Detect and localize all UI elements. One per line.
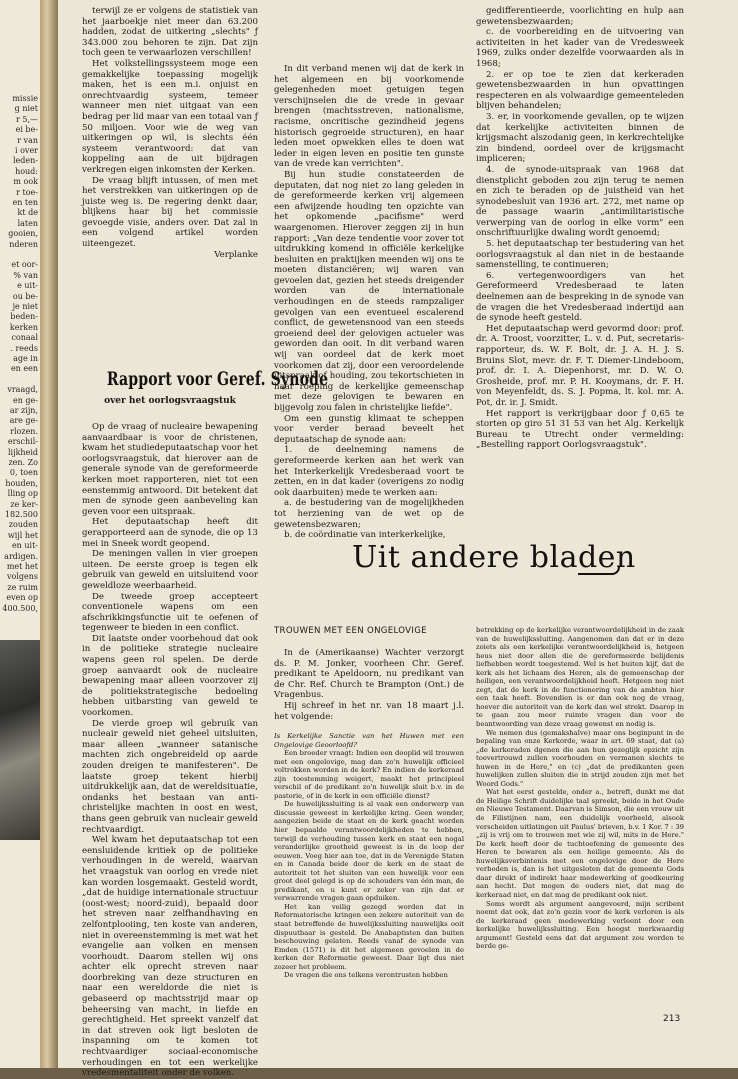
author-signature: Verplanke	[214, 249, 258, 260]
strip-text-fragment: en een	[10, 364, 38, 374]
paragraph: b. de coördinatie van interkerkelijke,	[284, 530, 446, 541]
strip-text-fragment: en uit-	[11, 541, 38, 551]
section-subtitle-rapport: over het oorlogsvraagstuk	[104, 396, 236, 406]
strip-text-fragment: rlozen.	[10, 426, 38, 436]
paragraph: 3. er, in voorkomende gevallen, op te wijzen dat kerkelijke activiteiten binnen de krijgsmacht alszodanig geen, in kerkrechtelijke zin bindend, oordeel over de krijgsmacht impliceren;	[476, 111, 684, 165]
strip-text-fragment: je niet	[12, 302, 38, 311]
strip-text-fragment: houd:	[15, 166, 38, 176]
strip-text-fragment: laten	[17, 218, 38, 228]
strip-text-fragment: m ook	[13, 177, 38, 187]
strip-text-fragment: wijl het	[7, 530, 38, 540]
strip-text-fragment: houden,	[5, 478, 38, 488]
strip-text-fragment: met het	[6, 562, 38, 571]
strip-text-fragment: . reeds	[10, 343, 38, 353]
paragraph: c. de voorbereiding en de uitvoering van activiteiten in het kader van de Vredesweek 1969, zulks onder dezelfde voorwaarden als in 1968;	[476, 27, 684, 69]
strip-text-fragment: missie	[12, 94, 38, 103]
photo-fragment	[0, 640, 40, 840]
strip-text-fragment: kerken	[9, 322, 38, 332]
paragraph: 4. de synode-uitspraak van 1968 dat dienstplicht geboden zou zijn terug te nemen en zich te beraden op de juistheid van het synodebesluit van 1936 art. 272, met name op de passage waarin „antimilitaristische verwerping van de oorlog in elke vorm" een onschriftuurlijke dwaling wordt genoemd;	[476, 164, 684, 239]
paragraph: De huwelijkssluiting is al vaak een onderwerp van discussie geweest in kerkelijke kring. Geen wonder, aangezien beide de staat en de kerk geacht worden hier bepaalde verantwoordelijkheden te hebben, terwijl de verhouding tussen kerk en staat een nogal veranderlijke grootheid geweest is in de loop der eeuwen. Voeg hier aan toe, dat in de Verenigde Staten en in Canada beide door de kerk en de staat de autoriteit tot het sluiten van een huwelijk voor een groot deel gelegd is op de schouders van één man, de predikant, en u kunt er zeker van zijn dat er verwarrende vragen gaan opduiken.	[274, 800, 464, 903]
paragraph: 6. vertegenwoordigers van het Gereformeerd Vredesberaad te laten deelnemen aan de bespreking in de synode van de vragen die het Vredesberaad indertijd aan de synode heeft gesteld.	[476, 270, 684, 324]
paragraph: We nemen dus (gemakshalve) maar ons beginpunt in de bepaling van onze Kerkorde, waar in art. 69 staat, dat (a) „de kerkeraden dgenen die aan hun gezeglijk opzicht zijn toevertrouwd zullen voorhouden en vermanen slechts te huwen in de Here," en (c) „dat de predikanten geen huwelijken zullen sluiten die in strijd zouden zijn met het Woord Gods."	[476, 728, 684, 788]
paragraph: Het rapport is verkrijgbaar door ƒ 0,65 te storten op giro 51 31 53 van het Alg. Kerkelijk Bureau te Utrecht onder vermelding: „Bestelling rapport Oorlogsvraagstuk".	[476, 408, 684, 451]
strip-text-fragment: even op	[6, 593, 38, 603]
strip-text-fragment: ou be-	[12, 291, 38, 301]
paragraph: Bij hun studie constateerden de deputaten, dat nog niet zo lang geleden in de gereformeerde kerken vrij algemeen een afwijzende houding ten opzichte van het opkomende „pacifisme" werd waargenomen. Hierover zeggen zij in hun rapport: „Van deze tendentie voor zover tot uitdrukking komend in officiële kerkelijke besluiten en praktijken meenden wij ons te moeten distanciëren; wij waren van gevoelen dat, gezien het steeds dreigender worden van de internationale verhoudingen en de steeds rampzaliger gevolgen van een eventueel escalerend conflict, de gewetensnood van een steeds groeiend deel der gelovigen actueler was geworden dan ooit. In dit verband waren wij van oordeel dat de kerk moet voorkomen dat zij, door een veroordelende uitspraak of houding, zou tekortschieten in haar roeping de kerkelijke gemeenschap met deze gelovigen te bewaren en bijgevolg zou falen in christelijke liefde".	[274, 169, 464, 413]
strip-text-fragment: are ge-	[9, 416, 38, 426]
paragraph: Het kan veilig gezegd worden dat in Reformatorische kringen een zekere autoriteit van de staat betreffende de huwelijkssluiting nauwelijks ooit dispuutbaar is gesteld. De Anabaptisten dan buiten beschouwing gelaten. Reeds vanaf de synode van Emden (1571) is dit het algemeen gevoelen in de kerken der Reformatie geweest. Daar ligt dus niet zozeer het probleem.	[274, 902, 464, 971]
strip-text-fragment: erschil-	[7, 437, 38, 447]
rapport-body	[82, 422, 258, 1079]
paragraph: De tweede groep accepteert conventionele wapens om een afschrikkingsfunctie uit te oefenen of tegenweer te bieden in een conflict.	[82, 591, 258, 634]
section-title-uit-andere-bladen: Uit andere bladen	[352, 540, 636, 575]
article-intro	[274, 648, 464, 722]
strip-text-fragment: ar zijn,	[9, 406, 38, 415]
strip-text-fragment: volgens	[6, 572, 38, 582]
strip-text-fragment: 0, toen	[9, 468, 38, 478]
paragraph: Wat het eerst gestelde, onder a., betreft, dunkt me dat de Heilige Schrift duidelijke taal spreekt, beide in het Oude en Nieuwe Testament. Daarvan is Simson, die een vrouw uit de Filistijnen nam, een duidelijk voorbeeld, alsook verscheiden uitlatingen uit Paulus' brieven, b.v. 1 Kor. 7 : 39 „zij is vrij om te trouwen met wie zij wil, mits in de Here." De kerk heeft door de tuchtoefening de gemeente des Heren te bewaren als een heilige gemeente. Als de huwelijksverbintenis met een ongelovige door de Here verboden is, dan is het uitgesloten dat de gemeente Gods daar direkt of indirekt haar medewerking of goedkeuring aan hecht. Dat mogen de ouders niet, dat mag de kerkeraad niet, en dat mag de predikant ook niet.	[476, 788, 684, 899]
question-title: Is Kerkelijke Sanctie van het Huwen met een Ongelovige Geoorloofd?	[274, 732, 464, 749]
strip-text-fragment: kt de	[17, 208, 38, 218]
adjacent-page-strip	[0, 0, 40, 1068]
strip-text-fragment: beden-	[10, 312, 38, 322]
paragraph: De vierde groep wil gebruik van nucleair geweld niet geheel uitsluiten, maar alleen „wanneer satanische machten zich ongebreideld op aarde zouden dreigen te manifesteren". De laatste groep tekent hierbij uitdrukkelijk aan, dat de wereldsituatie, ondanks het bestaan van anti-christelijke machten in oost en west, thans geen gebruik van nucleair geweld rechtvaardigt.	[82, 718, 258, 835]
strip-text-fragment: conaal	[11, 333, 38, 343]
paragraph: Op de vraag of nucleaire bewapening aanvaardbaar is voor de christenen, kwam het studiedeputaatschap voor het oorlogsvraagstuk, dat hierover aan de generale synode van de gereformeerde kerken moet rapporteren, niet tot een eenstemmig antwoord. Dit betekent dat men de synode geen aanbeveling kan geven voor een uitspraak.	[82, 422, 258, 517]
strip-text-fragment: gooien,	[8, 229, 38, 239]
title-swash-ornament	[578, 567, 620, 575]
strip-text-fragment: zouden	[8, 520, 38, 530]
strip-text-fragment: en ten	[12, 198, 38, 207]
paragraph: Hij schreef in het nr. van 18 maart j.l. het volgende:	[274, 700, 464, 722]
paragraph: gedifferentieerde, voorlichting en hulp aan gewetensbezwaarden;	[476, 6, 684, 27]
section-title-rapport: Rapport voor Geref. Synode	[106, 368, 329, 390]
paragraph: Het volkstellingssysteem moge een gemakkelijke toepassing mogelijk maken, het is een m.i. onjuist en onrechtvaardig systeem, temeer wanneer men niet uitgaat van een bedrag per lid maar van een totaal van ƒ 50 miljoen. Voor wie de weg van uitkeringen op wil, is slechts één systeem verantwoord: dat van koppeling aan de uit bijdragen verkregen eigen inkomsten der Kerken.	[82, 58, 258, 175]
strip-text-fragment: g niet	[14, 104, 38, 114]
strip-text-fragment: en ge-	[13, 395, 38, 405]
strip-text-fragment: nderen	[9, 239, 38, 249]
paragraph: terwijl ze er volgens de statistiek van het jaarboekje niet meer dan 63.200 hadden, zodat de uitkering „slechts" ƒ 343.000 zou behoren te zijn. Dat zijn toch geen te verwaarlozen verschillen!	[82, 6, 258, 59]
strip-text-fragment: vraagd,	[7, 385, 38, 395]
strip-text-fragment: 400.500,	[2, 603, 38, 613]
paragraph: In dit verband menen wij dat de kerk in het algemeen en bij voorkomende gelegenheden moet getuigen tegen verschijnselen die de vrede in gevaar brengen (machtsstreven, nationalisme, racisme, oncritische gezindheid jegens historisch gegroeide structuren), en haar leden moet opwekken elles te doen wat leder in eigen leven en positie ten gunste van de vrede kan verrichten".	[274, 64, 464, 170]
article-subtitle: TROUWEN MET EEN ONGELOVIGE	[274, 626, 427, 636]
column-1-top	[82, 6, 258, 260]
paragraph: 2. er op toe te zien dat kerkeraden gewetensbezwaarden in hun opvattingen respecteren en als volwaardige gemeenteleden blijven behandelen;	[476, 69, 684, 112]
paragraph: a. de bestudering van de mogelijkheden tot herziening van de wet op de gewetensbezwaren;	[274, 498, 464, 530]
paragraph: Soms wordt als argument aangevoerd, mijn scribent noemt dat ook, dat zo'n gezin voor de kerk verloren is als de kerkeraad geen medewerking verleent door een kerkelijke huwelijkssluiting. Een hoogst merkwaardig argument! Gesteld eens dat dat argument zou worden te berde ge-	[476, 899, 684, 951]
paragraph: betrekking op de kerkelijke verantwoordelijkheid in de zaak van de huwelijkssluiting. Aangenomen dan dat er in deze zoiets als een kerkelijke verantwoordelijkheid is, hetgeen heus niet door allen die de gereformeerde belijdenis liefhebben wordt toegestemd. Wel is het buiten kijf, dat de kerk als het lichaam des Heren, als de gemeenschap der heiligen, een verantwoordelijkheid heeft. Hetgeen nog niet zegt, dat de kerk in de functionering van de ambten hier een taak heeft. Bovendien is er dan ook nog de vraag, hoever die autoriteit van de kerk dan wel strekt. Daarop in te gaan zou meer ruimte vragen dan voor de beantwoording van deze vraag gewenst en nodig is.	[476, 626, 684, 729]
column-3-top	[476, 6, 684, 451]
strip-text-fragment: ze ker-	[10, 499, 38, 509]
article-body-col3	[476, 626, 684, 951]
paragraph: Om een gunstig klimaat te scheppen voor verder beraad beveelt het deputaatschap de synode aan:	[274, 413, 464, 445]
strip-text-fragment: 182.500	[4, 510, 38, 519]
article-body-col2	[274, 732, 464, 980]
page-number: 213	[663, 1014, 681, 1024]
strip-text-fragment: ei be-	[15, 125, 38, 135]
paragraph: 5. het deputaatschap ter bestudering van het oorlogsvraagstuk al dan niet in de bestaande samenstelling, te continueren;	[476, 239, 684, 271]
strip-text-fragment: zen. Zo	[8, 458, 38, 467]
strip-text-fragment: lijkheid	[7, 447, 38, 457]
paragraph: Dit laatste onder voorbehoud dat ook in de politieke strategie nucleaire wapens geen rol spelen. De derde groep aanvaardt ook de nucleaire bewapening maar alleen voorzover zij de politiekstrategische bedoeling hebben uitbarsting van geweld te voorkomen.	[82, 633, 258, 719]
page-gutter	[40, 0, 58, 1068]
paragraph: In de (Amerikaanse) Wachter verzorgt ds. P. M. Jonker, voorheen Chr. Geref. predikant te Apeldoorn, nu predikant van de Chr. Ref. Church te Brampton (Ont.) de Vragenbus.	[274, 648, 464, 701]
paragraph: Een broeder vraagt: Indien een dooplid wil trouwen met een ongelovige, mag dan zo'n huwelijk officieel voltrokken worden in de kerk? En indien de kerkeraad zijn toestemming weigert, maakt het principieel verschil of de predikant zo'n huwelijk sluit b.v. in de pastorie, of in de kerk in een officiële dienst?	[274, 749, 464, 800]
paragraph: De meningen vallen in vier groepen uiteen. De eerste groep is tegen elk gebruik van geweld en uitsluitend voor geweldloze weerbaarheid.	[82, 549, 258, 591]
strip-text-fragment: leden-	[12, 156, 38, 166]
strip-text-fragment: age in	[13, 354, 38, 363]
paragraph: Het deputaatschap werd gevormd door: prof. dr. A. Troost, voorzitter, L. v. d. Put, secretaris-rapporteur, ds. W. F. Bolt, dr. J. A. H. J. S. Bruins Slot, mevr. dr. F. T. Diemer-Lindeboom, prof. dr. I. A. Diepenhorst, mr. D. W. O. Grosheide, prof. mr. P. H. Kooymans, dr. F. H. von Meyenfeldt, ds. S. J. Popma, lt. kol. mr. A. Pot, dr. ir. J. Smidt.	[476, 323, 684, 408]
strip-text-fragment: i over	[15, 146, 38, 155]
paragraph: Het deputaatschap heeft dit gerapporteerd aan de synode, die op 13 mei in Sneek wordt geopend.	[82, 517, 258, 549]
strip-text-fragment: r van	[17, 135, 38, 145]
paragraph: 1. de deelneming namens de gereformeerde kerken aan het werk van het Interkerkelijk Vredesberaad voort te zetten, en in dat kader (overigens zo nodig ook daarbuiten) mede te werken aan:	[274, 445, 464, 498]
strip-text-fragment: r 5,—	[16, 114, 38, 124]
paragraph: De vragen die ons telkens verontrusten hebben	[284, 971, 448, 980]
strip-text-fragment: ze ruim	[7, 582, 38, 592]
strip-text-fragment: ardigen.	[4, 551, 38, 561]
strip-text-fragment: r toe-	[16, 187, 38, 197]
strip-text-fragment: % van	[13, 270, 38, 280]
strip-text-fragment: et oor-	[11, 260, 38, 270]
column-2-top	[274, 64, 464, 541]
strip-text-fragment: e uit-	[17, 281, 38, 291]
paragraph: Wel kwam het deputaatschap tot een eensluidende kritiek op de politieke verhoudingen in de wereld, waarvan het vraagstuk van oorlog en vrede niet kan worden losgemaakt. Gesteld wordt, „dat de huidige internationale structuur (oost-west; noord-zuid), bepaald door het streven naar zelfhandhaving en zelfontplooiing, ten koste van anderen, niet in overeenstemming is met wat het evangelie aan volken en mensen voorhoudt. Daarom stellen wij ons achter elk oprecht streven naar doorbreking van deze structuren en naar een wereldorde die niet is gebaseerd op machtsstrijd maar op beheersing van macht, in liefde en gerechtigheid. Het spreekt vanzelf dat in dat streven ook ligt besloten de inspanning om te komen tot rechtvaardiger sociaal-economische verhoudingen en tot een werkelijke vredesmentaliteit onder de volken.	[82, 835, 258, 1079]
strip-text-fragment: lling op	[7, 489, 38, 499]
paragraph: De vraag blijft intussen, of men met het verstrekken van uitkeringen op de juiste weg is. De regering denkt daar, blijkens haar bij het commissie gevoegde visie, anders over. Dat zal in een volgend artikel worden uiteengezet.	[82, 175, 258, 250]
